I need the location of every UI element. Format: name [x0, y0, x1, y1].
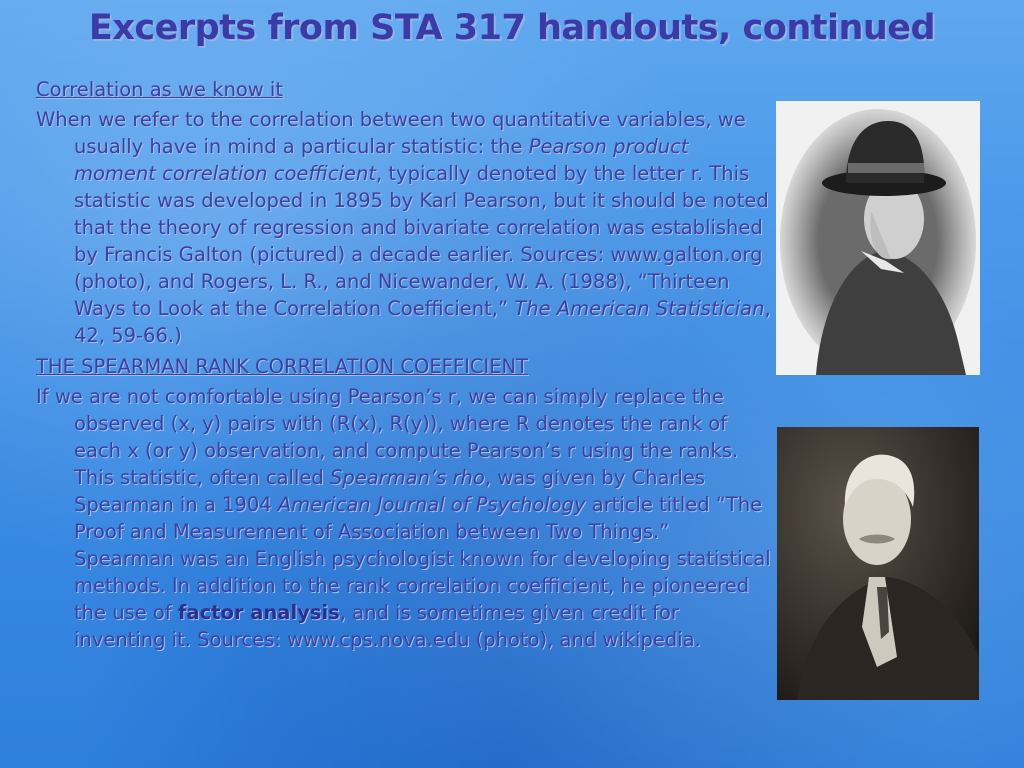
spearman-portrait-photo: [777, 427, 979, 700]
slide-title: Excerpts from STA 317 handouts, continued: [88, 8, 936, 48]
text-span: If we are not comfortable using Pearson’s r, we can simply replace the observed (x, y) pairs with (R(x), R(y)), where R denotes the rank of each x (or y) observation, and compute Pearson’s r using the ranks. This statistic, often called: [36, 385, 739, 489]
italic-journal: American Journal of Psychology: [277, 493, 586, 516]
italic-term: Pearson product moment correlation coefficient: [74, 135, 689, 185]
bold-term: factor analysis: [177, 601, 340, 624]
text-span: , 42, 59-66.): [74, 297, 771, 347]
galton-portrait-photo: [776, 101, 980, 375]
paragraph-pearson: [36, 106, 771, 349]
text-span: , typically denoted by the letter r. This statistic was developed in 1895 by Karl Pearson, but it should be noted that the theory of regression and bivariate correlation was established by Francis Galton (pictured) a decade earlier. Sources: www.galton.org (photo), and Rogers, L. R., and Nicewander, W. A. (1988), “Thirteen Ways to Look at the Correlation Coefficient,”: [74, 162, 769, 320]
paragraph-spearman: [36, 383, 771, 653]
section-heading-correlation: Correlation as we know it: [36, 78, 283, 101]
text-span: , was given by Charles Spearman in a 1904: [74, 466, 706, 516]
text-span: When we refer to the correlation between two quantitative variables, we usually have in mind a particular statistic: the: [36, 108, 746, 158]
slide-body: [36, 76, 771, 657]
italic-journal: The American Statistician: [514, 297, 765, 320]
italic-term: Spearman’s rho: [329, 466, 485, 489]
text-span: article titled “The Proof and Measurement of Association between Two Things.” Spearman was an English psychologist known for developing statistical methods. In addition to the rank correlation coefficient, he pioneered the use of: [74, 493, 771, 624]
text-span: , and is sometimes given credit for inventing it. Sources: www.cps.nova.edu (photo), and wikipedia.: [74, 601, 701, 651]
section-heading-spearman: THE SPEARMAN RANK CORRELATION COEFFICIENT: [36, 355, 529, 378]
